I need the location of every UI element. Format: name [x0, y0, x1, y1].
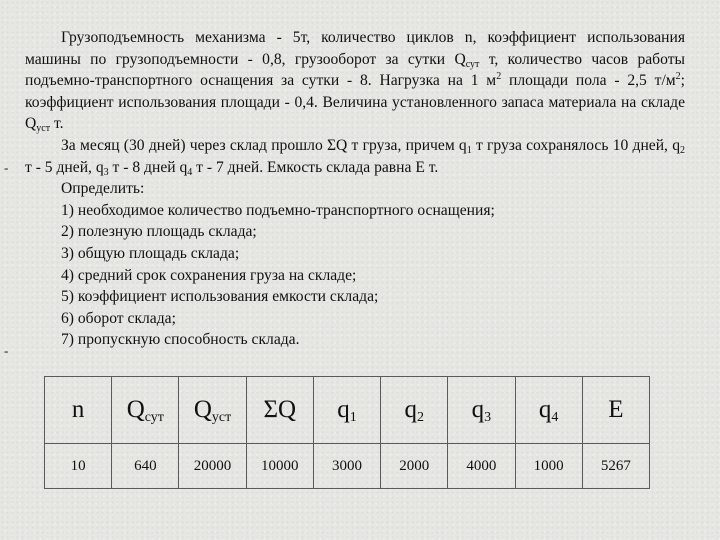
- header-symbol: q: [538, 396, 552, 423]
- text-run: ; коэффициент использования площади - 0,4. Величина установленного запаса материала на складе Q: [25, 72, 685, 133]
- value-cell: 2000: [381, 444, 448, 489]
- value-cell: 10: [45, 444, 112, 489]
- header-subscript: 4: [551, 410, 559, 425]
- text-run: т - 5 дней, q: [25, 158, 104, 176]
- value-cell: 10000: [246, 444, 313, 489]
- subscript: 2: [680, 144, 685, 156]
- header-subscript: сут: [144, 410, 164, 425]
- text-run: За месяц (30 дней) через склад прошло ΣQ т груза, причем q: [61, 136, 467, 154]
- header-cell: [313, 377, 380, 444]
- subscript: 1: [466, 144, 472, 156]
- header-subscript: уст: [211, 410, 232, 425]
- text-run: т, количество часов работы подъемно-транспортного оснащения за сутки - 8. Нагрузка на 1 м: [25, 50, 685, 90]
- parameters-table: [44, 376, 650, 489]
- paragraph-monthly-flow: [25, 135, 685, 178]
- header-subscript: 1: [349, 410, 357, 425]
- problem-statement: [25, 27, 685, 351]
- superscript: 2: [496, 71, 502, 83]
- header-cell: [45, 377, 112, 444]
- task-item: 7) пропускную способность склада.: [61, 331, 300, 349]
- text-run: т груза сохранялось 10 дней, q: [471, 136, 680, 154]
- subscript: 4: [187, 166, 193, 178]
- task-item: 5) коэффициент использования емкости склада;: [61, 288, 379, 306]
- task-item: 3) общую площадь склада;: [61, 244, 240, 262]
- determine-heading: Определить:: [61, 180, 145, 198]
- paragraph-conditions: [25, 27, 685, 135]
- value-cell: 3000: [313, 444, 380, 489]
- value-cell: 5267: [582, 444, 649, 489]
- subscript: уст: [36, 123, 51, 135]
- header-symbol: E: [608, 396, 624, 423]
- value-cell: 4000: [448, 444, 515, 489]
- text-run: т - 8 дней q: [108, 158, 188, 176]
- header-cell: [381, 377, 448, 444]
- subscript: 3: [103, 166, 109, 178]
- margin-mark: -: [4, 160, 9, 175]
- header-symbol: q: [404, 396, 417, 423]
- header-symbol: q: [337, 396, 350, 423]
- header-symbol: Q: [126, 396, 145, 423]
- task-item: 2) полезную площадь склада;: [61, 223, 257, 241]
- table-header-row: [45, 377, 650, 444]
- value-cell: 640: [112, 444, 179, 489]
- header-cell: [179, 377, 246, 444]
- task-item: 4) средний срок сохранения груза на складе;: [61, 266, 357, 284]
- table-row: [45, 444, 650, 489]
- task-item: 6) оборот склада;: [61, 309, 176, 327]
- text-run: Грузоподъемность механизма - 5т, количество циклов n, коэффициент использования машины по грузоподъемности - 0,8, грузооборот за сутки Q: [25, 29, 685, 68]
- header-cell: [515, 377, 582, 444]
- header-subscript: 2: [416, 410, 424, 425]
- header-symbol: Q: [193, 396, 212, 423]
- header-symbol: q: [471, 396, 485, 423]
- header-cell: [582, 377, 649, 444]
- header-cell: [448, 377, 515, 444]
- header-cell: [112, 377, 179, 444]
- header-symbol: ΣQ: [263, 396, 297, 423]
- header-symbol: n: [71, 396, 85, 423]
- value-cell: 20000: [179, 444, 246, 489]
- task-item: 1) необходимое количество подъемно-транспортного оснащения;: [61, 201, 495, 219]
- text-run: площади пола - 2,5 т/м: [501, 72, 676, 90]
- text-run: т.: [50, 115, 64, 133]
- margin-mark: -: [4, 343, 9, 358]
- text-run: т - 7 дней. Емкость склада равна Е т.: [192, 158, 439, 176]
- superscript: 2: [675, 71, 681, 83]
- subscript: сут: [465, 58, 480, 70]
- header-subscript: 3: [484, 410, 492, 425]
- value-cell: 1000: [515, 444, 582, 489]
- header-cell: [246, 377, 313, 444]
